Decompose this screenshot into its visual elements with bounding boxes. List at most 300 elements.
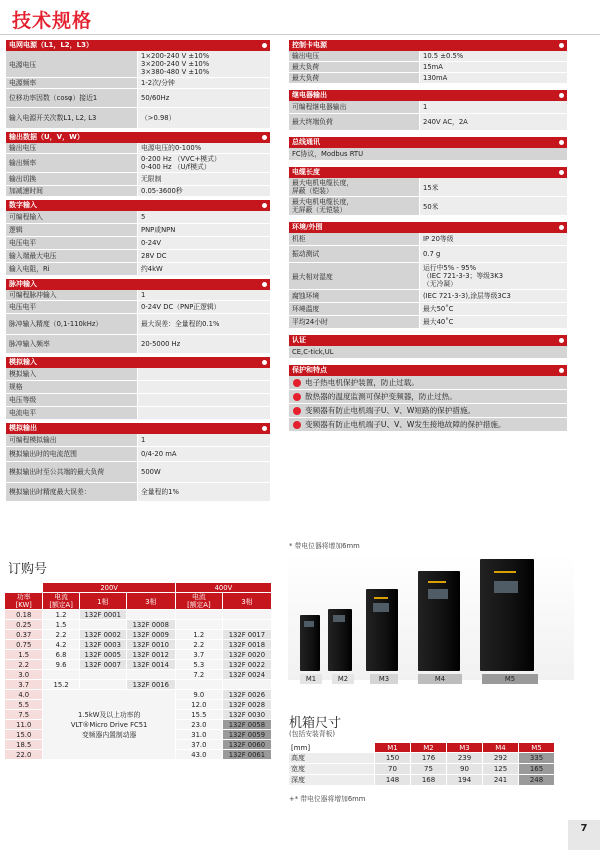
bullet-dot-icon	[559, 338, 564, 343]
feature-item	[289, 390, 567, 404]
bullet-dot-icon	[262, 282, 267, 287]
cell-code: 132F 0058	[222, 720, 271, 730]
bullet-dot-icon	[262, 426, 267, 431]
cell-code: 132F 0060	[222, 740, 271, 750]
header-m4: M4	[483, 743, 519, 753]
section-title: 保护和特点	[292, 366, 327, 374]
spec-row	[6, 108, 270, 129]
order-table	[4, 582, 272, 760]
spec-value: 1	[137, 290, 270, 301]
dimensions-subtitle: (包括安装背板)	[289, 730, 336, 738]
cell-value: 248	[519, 775, 555, 786]
section-cable	[289, 167, 567, 216]
spec-row	[6, 483, 270, 502]
cell-current	[175, 680, 222, 690]
row-label: 宽度	[289, 764, 375, 775]
spec-key: 输出电压	[6, 143, 137, 154]
table-row	[5, 620, 272, 630]
spec-value: (IEC 721-3-3),涂层等级3C3	[419, 290, 567, 303]
spec-key: 可编程继电器输出	[289, 101, 419, 114]
spec-key: 平均24小时	[289, 316, 419, 329]
spec-key: 最大终端负荷	[289, 114, 419, 131]
spec-value: 0-24V	[137, 237, 270, 250]
cell-code: 132F 0009	[126, 630, 175, 640]
section-header	[289, 335, 567, 346]
spec-key: 最大电机电缆长度， 屏蔽（铠装）	[289, 178, 419, 197]
drive-display-icon	[304, 621, 314, 627]
cell-code	[126, 610, 175, 620]
cell-current: 37.0	[175, 740, 222, 750]
cell-code: 132F 0012	[126, 650, 175, 660]
red-bullet-icon	[293, 407, 301, 415]
section-title: 模拟输入	[9, 358, 37, 366]
product-photo	[288, 553, 574, 680]
cell-code: 132F 0005	[79, 650, 126, 660]
spec-value: 0-24V DC（PNP正逻辑）	[137, 301, 270, 314]
spec-row	[6, 143, 270, 154]
cell-current: 9.0	[175, 690, 222, 700]
section-title: 控制卡电源	[292, 41, 327, 49]
header-m1: M1	[375, 743, 411, 753]
section-title: 电网电源（L1，L2，L3）	[9, 41, 93, 49]
feature-text: 散热器的温度监测可保护变频器，防止过热。	[305, 392, 457, 401]
cell-current: 43.0	[175, 750, 222, 760]
red-bullet-icon	[293, 393, 301, 401]
cell-power: 0.75	[5, 640, 43, 650]
spec-value: 电源电压的0-100%	[137, 143, 270, 154]
cell-current: 6.8	[43, 650, 79, 660]
header-m3: M3	[447, 743, 483, 753]
page-title: 技术规格	[12, 10, 93, 32]
spec-key: 电流电平	[6, 407, 137, 420]
table-row	[5, 680, 272, 690]
spec-row	[6, 394, 270, 407]
spec-value	[137, 368, 270, 381]
spec-row	[289, 246, 567, 263]
spec-value: PNP或NPN	[137, 224, 270, 237]
cell-power: 3.0	[5, 670, 43, 680]
spec-key: 脉冲输入精度（0,1-110kHz）	[6, 314, 137, 335]
spec-row	[6, 447, 270, 462]
spec-key: 模拟输出时的电流范围	[6, 447, 137, 462]
spec-key: 规格	[6, 381, 137, 394]
spec-row	[6, 381, 270, 394]
spec-key: 输出频率	[6, 154, 137, 173]
header-current: 电流 [额定A]	[43, 593, 79, 610]
cell-power: 18.5	[5, 740, 43, 750]
table-row	[289, 753, 555, 764]
spec-value: 全量程的1%	[137, 483, 270, 502]
drive-m3-image	[366, 589, 398, 671]
header-200v: 200V	[43, 583, 175, 593]
cell-power: 22.0	[5, 750, 43, 760]
cell-code: 132F 0002	[79, 630, 126, 640]
table-row	[289, 764, 555, 775]
cell-code	[222, 610, 271, 620]
bullet-dot-icon	[262, 203, 267, 208]
section-output	[6, 132, 270, 197]
cell-code: 132F 0028	[222, 700, 271, 710]
spec-value: 0.05-3600秒	[137, 186, 270, 197]
cell-code: 132F 0059	[222, 730, 271, 740]
cell-power: 0.18	[5, 610, 43, 620]
spec-key: 可编程输入	[6, 211, 137, 224]
cell-power: 15.0	[5, 730, 43, 740]
bullet-dot-icon	[262, 360, 267, 365]
spec-value: 240V AC，2A	[419, 114, 567, 131]
drive-label-icon	[494, 571, 516, 573]
section-title: 环境/外围	[292, 223, 323, 231]
spec-row	[6, 301, 270, 314]
spec-row	[6, 51, 270, 78]
red-bullet-icon	[293, 379, 301, 387]
cell-code: 132F 0014	[126, 660, 175, 670]
spec-key: 输出切换	[6, 173, 137, 186]
spec-value: 1	[137, 434, 270, 447]
brake-note: 1.5kW及以上功率的 VLT®Micro Drive FC51 变频器内置制动器	[43, 690, 175, 760]
cell-code: 132F 0022	[222, 660, 271, 670]
header-m5: M5	[519, 743, 555, 753]
cell-code	[79, 670, 126, 680]
tag-m4: M4	[418, 674, 462, 684]
dimensions-title: 机箱尺寸	[289, 716, 342, 731]
section-header	[6, 423, 270, 434]
section-control-card	[289, 40, 567, 84]
spec-row	[289, 316, 567, 329]
cell-code: 132F 0007	[79, 660, 126, 670]
table-row	[5, 610, 272, 620]
drive-display-icon	[494, 581, 518, 593]
spec-row	[289, 114, 567, 131]
tag-m5: M5	[482, 674, 538, 684]
section-title: 模拟输出	[9, 424, 37, 432]
spec-key: 可编程模拟输出	[6, 434, 137, 447]
drive-display-icon	[373, 603, 389, 612]
spec-row	[6, 263, 270, 276]
feature-item	[289, 418, 567, 432]
section-header	[289, 90, 567, 101]
section-header	[6, 40, 270, 51]
spec-key: 脉冲输入频率	[6, 335, 137, 354]
cell-code: 132F 0017	[222, 630, 271, 640]
section-title: 输出数据（U，V，W）	[9, 133, 84, 141]
page-number: 7	[568, 820, 600, 850]
cell-code	[79, 680, 126, 690]
spec-key: 电压电平	[6, 237, 137, 250]
spec-row	[6, 224, 270, 237]
spec-value: 15米	[419, 178, 567, 197]
spec-key: 最大电机电缆长度， 无屏蔽（无铠装）	[289, 197, 419, 216]
spec-row	[6, 335, 270, 354]
spec-value: 130mA	[419, 73, 567, 84]
spec-key: 输入电阻，Ri	[6, 263, 137, 276]
cell-value: 150	[375, 753, 411, 764]
spec-row	[6, 462, 270, 483]
drive-label-icon	[374, 597, 388, 599]
spec-value: 0-200 Hz （VVC+模式） 0-400 Hz （U/f模式）	[137, 154, 270, 173]
cell-current: 4.2	[43, 640, 79, 650]
section-header	[6, 200, 270, 211]
spec-row	[6, 78, 270, 89]
spec-key: 机柜	[289, 233, 419, 246]
cell-code: 132F 0020	[222, 650, 271, 660]
cell-power: 5.5	[5, 700, 43, 710]
spec-row	[289, 101, 567, 114]
section-header	[289, 137, 567, 148]
feature-text: 变频器有防止电机端子U、V、W短路的保护措施。	[305, 406, 476, 415]
spec-row	[6, 237, 270, 250]
cell-code	[222, 680, 271, 690]
section-pulse-input	[6, 279, 270, 354]
drive-m1-image	[300, 615, 320, 671]
section-analog-input	[6, 357, 270, 420]
cell-code: 132F 0061	[222, 750, 271, 760]
spec-key: 模拟输出时精度最大误差：	[6, 483, 137, 502]
section-header	[6, 279, 270, 290]
spec-row	[6, 368, 270, 381]
spec-value: FC协议，Modbus RTU	[289, 148, 567, 161]
table-row	[5, 660, 272, 670]
spec-value: 最大误差：全量程的0.1%	[137, 314, 270, 335]
cell-current: 15.2	[43, 680, 79, 690]
section-header	[6, 357, 270, 368]
drive-label-icon	[428, 581, 446, 583]
cell-current: 23.0	[175, 720, 222, 730]
section-analog-output	[6, 423, 270, 502]
title-divider	[0, 34, 600, 35]
spec-value: 15mA	[419, 62, 567, 73]
table-row	[5, 630, 272, 640]
spec-value: 最大50˚C	[419, 303, 567, 316]
cell-current: 1.2	[175, 630, 222, 640]
cell-value: 168	[411, 775, 447, 786]
spec-value	[137, 394, 270, 407]
cell-current: 1.2	[43, 610, 79, 620]
spec-value: 运行中5% - 95% （IEC 721-3-3；等级3K3 （无冷凝）	[419, 263, 567, 290]
section-title: 脉冲输入	[9, 280, 37, 288]
spec-row	[6, 290, 270, 301]
section-header	[289, 365, 567, 376]
cell-code: 132F 0024	[222, 670, 271, 680]
spec-value: 无限制	[137, 173, 270, 186]
spec-value: 1-2次/分钟	[137, 78, 270, 89]
spec-value: 50米	[419, 197, 567, 216]
spec-left-column	[6, 40, 270, 505]
cell-current: 15.5	[175, 710, 222, 720]
spec-value: （>0.98）	[137, 108, 270, 129]
spec-key: 输出电压	[289, 51, 419, 62]
cell-power: 7.5	[5, 710, 43, 720]
cell-current: 3.7	[175, 650, 222, 660]
table-row	[289, 775, 555, 786]
table-row	[5, 650, 272, 660]
cell-current: 2.2	[43, 630, 79, 640]
header-3phase-400: 3相	[222, 593, 271, 610]
bullet-dot-icon	[559, 225, 564, 230]
cell-current: 5.3	[175, 660, 222, 670]
section-title: 总线通讯	[292, 138, 320, 146]
row-label: 高度	[289, 753, 375, 764]
spec-value: 28V DC	[137, 250, 270, 263]
spec-value: 约4kW	[137, 263, 270, 276]
spec-row	[6, 314, 270, 335]
cell-code: 132F 0003	[79, 640, 126, 650]
red-bullet-icon	[293, 421, 301, 429]
cell-value: 90	[447, 764, 483, 775]
section-mains	[6, 40, 270, 129]
dimensions-note: +* 带电位器将增加6mm	[289, 795, 366, 803]
spec-key: 电压等级	[6, 394, 137, 407]
cell-power: 0.37	[5, 630, 43, 640]
section-protection	[289, 365, 567, 432]
spec-row	[6, 89, 270, 108]
spec-row	[6, 154, 270, 173]
spec-row	[289, 263, 567, 290]
feature-item	[289, 404, 567, 418]
spec-value	[137, 381, 270, 394]
header-400v: 400V	[175, 583, 271, 593]
unit-label: [mm]	[289, 743, 375, 753]
spec-key: 输入电源开关次数L1, L2, L3	[6, 108, 137, 129]
table-row	[5, 640, 272, 650]
spec-row	[6, 173, 270, 186]
cell-power: 11.0	[5, 720, 43, 730]
spec-row	[289, 178, 567, 197]
spec-key: 环境温度	[289, 303, 419, 316]
spec-value	[137, 407, 270, 420]
cell-code	[222, 620, 271, 630]
cell-current: 31.0	[175, 730, 222, 740]
cell-current	[175, 620, 222, 630]
cell-value: 239	[447, 753, 483, 764]
tag-m3: M3	[370, 674, 398, 684]
spec-row	[289, 62, 567, 73]
cell-power: 0.25	[5, 620, 43, 630]
cell-current: 12.0	[175, 700, 222, 710]
cell-code: 132F 0010	[126, 640, 175, 650]
feature-item	[289, 376, 567, 390]
section-environment	[289, 222, 567, 329]
table-header-row	[289, 743, 555, 753]
spec-key: 输入端最大电压	[6, 250, 137, 263]
drive-display-icon	[333, 615, 345, 622]
spec-key: 加减速时间	[6, 186, 137, 197]
spec-key: 模拟输出时至公共端的最大负荷	[6, 462, 137, 483]
spec-value: 10.5 ±0.5%	[419, 51, 567, 62]
spec-value: 50/60Hz	[137, 89, 270, 108]
photo-note: * 带电位器将增加6mm	[289, 542, 360, 550]
bullet-dot-icon	[559, 140, 564, 145]
cell-current: 2.2	[175, 640, 222, 650]
drive-display-icon	[428, 589, 448, 599]
cell-current: 1.5	[43, 620, 79, 630]
section-relay	[289, 90, 567, 131]
feature-text: 电子热电机保护装置，防止过载。	[305, 378, 419, 387]
drive-m4-image	[418, 571, 460, 671]
table-header-row	[5, 593, 272, 610]
dimensions-table	[288, 742, 555, 786]
spec-key: 逻辑	[6, 224, 137, 237]
spec-value: 最大40˚C	[419, 316, 567, 329]
spec-value: 500W	[137, 462, 270, 483]
cell-value: 335	[519, 753, 555, 764]
spec-key: 最大相对湿度	[289, 263, 419, 290]
cell-power: 1.5	[5, 650, 43, 660]
cell-value: 241	[483, 775, 519, 786]
section-bus	[289, 137, 567, 161]
spec-row	[6, 186, 270, 197]
header-power: 功率 [KW]	[5, 593, 43, 610]
spec-key: 振动测试	[289, 246, 419, 263]
spec-value: 1×200-240 V ±10% 3×200-240 V ±10% 3×380-480 V ±10%	[137, 51, 270, 78]
spec-value: IP 20等级	[419, 233, 567, 246]
spec-row	[289, 233, 567, 246]
table-header-row	[5, 583, 272, 593]
spec-value: 1	[419, 101, 567, 114]
header-1phase: 1相	[79, 593, 126, 610]
cell-code: 132F 0008	[126, 620, 175, 630]
cell-value: 194	[447, 775, 483, 786]
spec-key: 模拟输入	[6, 368, 137, 381]
section-certification	[289, 335, 567, 359]
section-header	[289, 40, 567, 51]
spec-key: 最大负荷	[289, 62, 419, 73]
cell-code: 132F 0030	[222, 710, 271, 720]
cell-value: 148	[375, 775, 411, 786]
section-header	[289, 167, 567, 178]
cell-value: 125	[483, 764, 519, 775]
bullet-dot-icon	[262, 135, 267, 140]
feature-text: 变频器有防止电机端子U、V、W发生接地故障的保护措施。	[305, 420, 506, 429]
tag-m2: M2	[332, 674, 354, 684]
header-m2: M2	[411, 743, 447, 753]
bullet-dot-icon	[559, 170, 564, 175]
section-title: 电缆长度	[292, 168, 320, 176]
cell-value: 70	[375, 764, 411, 775]
table-row	[5, 670, 272, 680]
spec-row	[6, 434, 270, 447]
spec-key: 电源电压	[6, 51, 137, 78]
spec-value: 20-5000 Hz	[137, 335, 270, 354]
bullet-dot-icon	[559, 43, 564, 48]
cell-current: 7.2	[175, 670, 222, 680]
spec-value: 0/4-20 mA	[137, 447, 270, 462]
cell-code: 132F 0018	[222, 640, 271, 650]
spec-key: 位移功率因数（cosφ）接近1	[6, 89, 137, 108]
spec-key: 腐蚀环境	[289, 290, 419, 303]
cell-current	[175, 610, 222, 620]
section-header	[289, 222, 567, 233]
spec-right-column	[289, 40, 567, 435]
cell-value: 165	[519, 764, 555, 775]
drive-m5-image	[480, 559, 534, 671]
header-blank	[5, 583, 43, 593]
row-label: 深度	[289, 775, 375, 786]
spec-row	[6, 250, 270, 263]
spec-key: 最大负荷	[289, 73, 419, 84]
cell-code: 132F 0001	[79, 610, 126, 620]
header-current-400: 电流 [额定A]	[175, 593, 222, 610]
cell-value: 75	[411, 764, 447, 775]
cell-value: 292	[483, 753, 519, 764]
cell-code	[79, 620, 126, 630]
header-3phase: 3相	[126, 593, 175, 610]
spec-row	[289, 51, 567, 62]
section-title: 认证	[292, 336, 306, 344]
section-digital-input	[6, 200, 270, 276]
cell-current	[43, 670, 79, 680]
section-title: 继电器输出	[292, 91, 327, 99]
